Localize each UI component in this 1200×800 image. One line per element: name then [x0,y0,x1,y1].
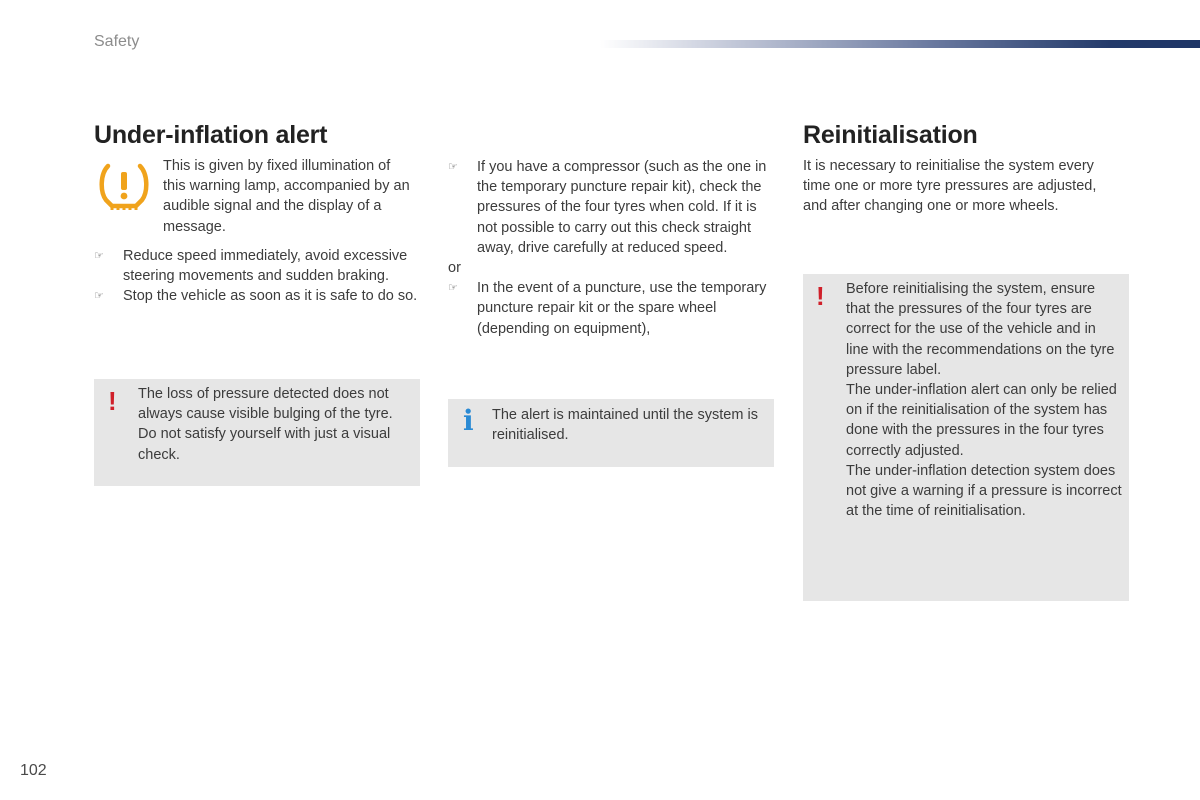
under-inflation-title: Under-inflation alert [94,121,328,149]
reinitialisation-warning-text [846,279,1122,521]
info-icon: i [463,404,474,437]
reinitialisation-section [803,120,1129,217]
reinitialisation-title: Reinitialisation [803,121,978,149]
list-item [94,246,420,286]
or-separator: or [448,260,461,277]
under-inflation-section [94,120,420,307]
list-item-text: Reduce speed immediately, avoid excessive steering movements and sudden braking. [123,248,408,285]
list-item-text: If you have a compressor (such as the one in the temporary puncture repair kit), check the pressures of the four tyres when cold. If it is not possible to carry out this check straight away, drive carefully at reduced speed. [477,159,767,256]
check-pressures-section [448,157,774,339]
list-item [448,278,774,339]
reinitialisation-intro: It is necessary to reinitialise the system every time one or more tyre pressures are adjusted, and after changing one or more wheels. [803,158,1097,215]
bulging-warning-note [94,379,420,486]
page-number: 102 [20,762,47,779]
bulging-warning-text: The loss of pressure detected does not always cause visible bulging of the tyre. Do not satisfy yourself with just a visual check. [138,386,393,463]
header-gradient-bar [600,40,1200,48]
warning-paragraph: The under-inflation alert can only be relied on if the reinitialisation of the system has done with the pressures in the four tyres correctly adjusted. [846,382,1117,459]
bullet-pointer-icon: ☞ [448,282,458,295]
list-item [94,286,420,306]
puncture-list [448,278,774,339]
alert-info-text: The alert is maintained until the system is reinitialised. [492,407,758,444]
exclamation-icon: ! [816,281,825,311]
exclamation-icon: ! [108,386,117,416]
bullet-pointer-icon: ☞ [448,161,458,173]
warning-lamp-block [94,156,420,238]
tyre-pressure-warning-icon [98,160,150,212]
list-item-text: Stop the vehicle as soon as it is safe to do so. [123,288,418,305]
list-item [448,157,774,258]
section-label: Safety [94,33,140,50]
warning-paragraph: Before reinitialising the system, ensure that the pressures of the four tyres are correct for the use of the vehicle and in line with the recommendations on the tyre pressure label. [846,281,1115,378]
action-list [94,246,420,307]
check-list [448,157,774,258]
warning-paragraph: The under-inflation detection system does not give a warning if a pressure is incorrect at the time of reinitialisation. [846,462,1122,520]
bullet-pointer-icon: ☞ [94,250,104,262]
reinitialisation-warning-note [803,274,1129,601]
alert-info-note [448,399,774,467]
list-item-text: In the event of a puncture, use the temporary puncture repair kit or the spare wheel (depending on equipment), [477,280,767,337]
lamp-description: This is given by fixed illumination of this warning lamp, accompanied by an audible signal and the display of a message. [163,158,410,235]
bullet-pointer-icon: ☞ [94,290,104,303]
